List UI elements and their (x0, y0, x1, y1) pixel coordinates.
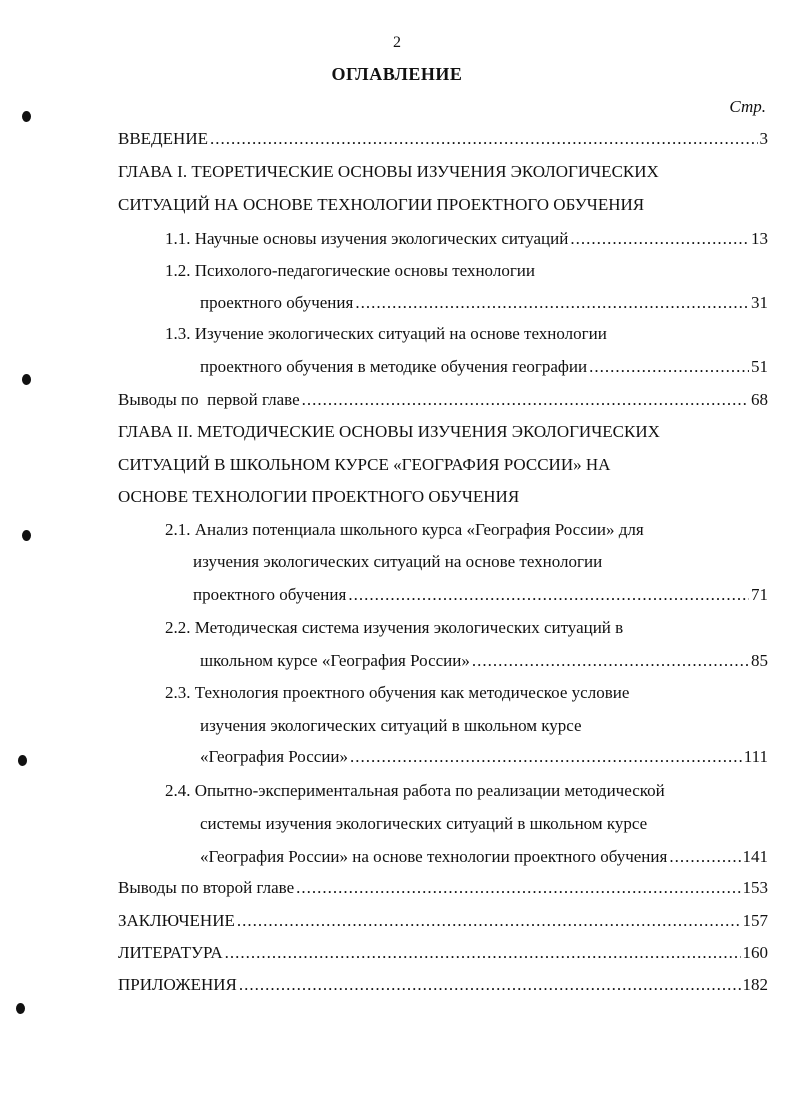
toc-entry-text: проектного обучения (193, 585, 347, 604)
page-title: ОГЛАВЛЕНИЕ (331, 64, 463, 84)
toc-entry-literature (118, 942, 768, 964)
toc-entry-text: ПРИЛОЖЕНИЯ (118, 975, 237, 994)
toc-leader-dots (350, 746, 742, 768)
toc-entry-2-4-line-2: системы изучения экологических ситуаций в школьном курсе (200, 814, 648, 833)
toc-entry-2-2 (200, 650, 768, 672)
toc-entry-2-1 (193, 584, 768, 606)
toc-entry-1-1 (165, 228, 768, 250)
toc-entry-2-4 (200, 846, 768, 868)
toc-leader-dots (570, 228, 749, 250)
toc-entry-conclusions-1 (118, 389, 768, 411)
toc-page-number: 68 (751, 390, 768, 409)
toc-leader-dots (239, 974, 741, 996)
toc-entry-2-1-line-1: 2.1. Анализ потенциала школьного курса «География России» для (165, 520, 644, 539)
binder-hole-mark (22, 111, 31, 122)
toc-page-number: 13 (751, 229, 768, 248)
chapter-2-heading-line-3: ОСНОВЕ ТЕХНОЛОГИИ ПРОЕКТНОГО ОБУЧЕНИЯ (118, 487, 520, 506)
toc-leader-dots (296, 877, 740, 899)
toc-entry-2-3-line-1: 2.3. Технология проектного обучения как методическое условие (165, 683, 630, 702)
toc-entry-text: 1.1. Научные основы изучения экологических ситуаций (165, 229, 569, 248)
toc-entry-text: проектного обучения (200, 293, 354, 312)
toc-entry-2-2-line-1: 2.2. Методическая система изучения экологических ситуаций в (165, 618, 624, 637)
toc-page-number: 182 (742, 975, 768, 994)
toc-entry-2-3 (200, 746, 768, 768)
toc-page-number: 160 (742, 943, 768, 962)
toc-entry-text: «География России» на основе технологии проектного обучения (200, 847, 668, 866)
toc-entry-2-3-line-2: изучения экологических ситуаций в школьном курсе (200, 716, 582, 735)
binder-hole-mark (22, 530, 31, 541)
toc-leader-dots (589, 356, 749, 378)
chapter-2-heading-line-1: ГЛАВА II. МЕТОДИЧЕСКИЕ ОСНОВЫ ИЗУЧЕНИЯ ЭКОЛОГИЧЕСКИХ (118, 422, 660, 441)
toc-entry-text: Выводы по второй главе (118, 878, 295, 897)
toc-page-number: 85 (751, 651, 768, 670)
binder-hole-mark (18, 755, 27, 766)
toc-entry-2-4-line-1: 2.4. Опытно-экспериментальная работа по реализации методической (165, 781, 665, 800)
toc-entry-conclusion (118, 910, 768, 932)
toc-leader-dots (472, 650, 749, 672)
toc-leader-dots (355, 292, 749, 314)
toc-entry-text: ЗАКЛЮЧЕНИЕ (118, 911, 235, 930)
toc-page-number: 111 (743, 747, 768, 766)
toc-entry-1-2 (200, 292, 768, 314)
toc-leader-dots (237, 910, 741, 932)
toc-entry-text: Выводы по первой главе (118, 390, 300, 409)
toc-leader-dots (348, 584, 749, 606)
toc-page-number: 71 (751, 585, 768, 604)
toc-page-number: 141 (742, 847, 768, 866)
toc-page-number: 153 (742, 878, 768, 897)
toc-leader-dots (210, 128, 758, 150)
toc-page-number: 157 (742, 911, 768, 930)
toc-leader-dots (669, 846, 740, 868)
page-column-label: Стр. (729, 97, 766, 116)
toc-page-number: 3 (759, 129, 768, 148)
toc-leader-dots (302, 389, 749, 411)
toc-entry-1-2-line-1: 1.2. Психолого-педагогические основы технологии (165, 261, 535, 280)
binder-hole-mark (16, 1003, 25, 1014)
page-number: 2 (393, 34, 401, 51)
toc-entry-text: школьном курсе «География России» (200, 651, 470, 670)
toc-entry-text: проектного обучения в методике обучения географии (200, 357, 588, 376)
chapter-1-heading-line-1: ГЛАВА I. ТЕОРЕТИЧЕСКИЕ ОСНОВЫ ИЗУЧЕНИЯ ЭКОЛОГИЧЕСКИХ (118, 162, 659, 181)
chapter-2-heading-line-2: СИТУАЦИЙ В ШКОЛЬНОМ КУРСЕ «ГЕОГРАФИЯ РОССИИ» НА (118, 455, 611, 474)
chapter-1-heading-line-2: СИТУАЦИЙ НА ОСНОВЕ ТЕХНОЛОГИИ ПРОЕКТНОГО ОБУЧЕНИЯ (118, 195, 645, 214)
binder-hole-mark (22, 374, 31, 385)
toc-entry-conclusions-2 (118, 877, 768, 899)
toc-entry-appendices (118, 974, 768, 996)
toc-page-number: 31 (751, 293, 768, 312)
toc-entry-1-3-line-1: 1.3. Изучение экологических ситуаций на основе технологии (165, 324, 607, 343)
toc-entry-text: ВВЕДЕНИЕ (118, 129, 208, 148)
toc-entry-intro (118, 128, 768, 150)
toc-entry-2-1-line-2: изучения экологических ситуаций на основе технологии (193, 552, 603, 571)
toc-entry-text: ЛИТЕРАТУРА (118, 943, 223, 962)
toc-page-number: 51 (751, 357, 768, 376)
toc-entry-1-3 (200, 356, 768, 378)
toc-entry-text: «География России» (200, 747, 349, 766)
toc-leader-dots (225, 942, 741, 964)
